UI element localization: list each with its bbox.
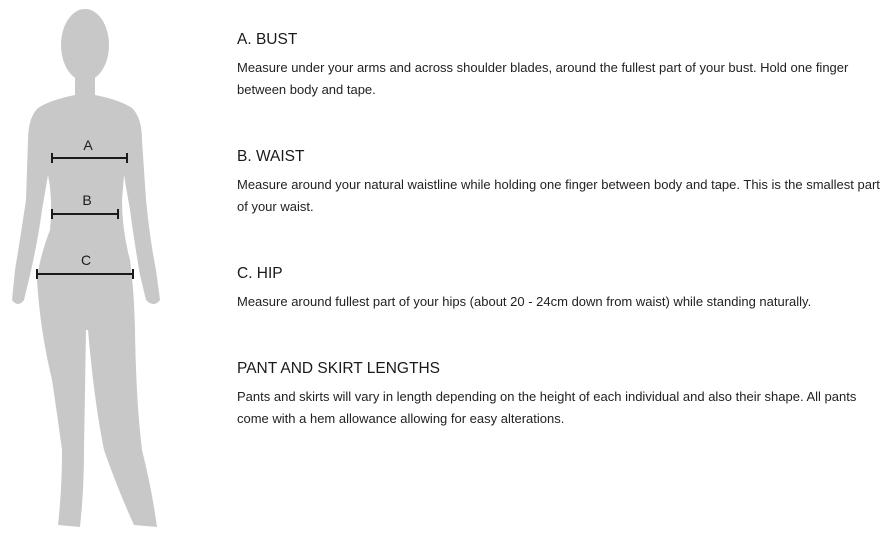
label-c: C [80, 252, 92, 268]
section-bust [237, 31, 882, 101]
section-title: C. HIP [237, 265, 283, 282]
section-title: A. BUST [237, 31, 298, 48]
section-waist [237, 148, 882, 218]
section-title: PANT AND SKIRT LENGTHS [237, 360, 440, 377]
section-hip [237, 265, 882, 313]
silhouette [12, 9, 160, 527]
section-text: Measure under your arms and across shoulder blades, around the fullest part of your bust. Hold one finger between body and tape. [237, 60, 849, 97]
section-text: Pants and skirts will vary in length depending on the height of each individual and also their shape. All pants come with a hem allowance allowing for easy alterations. [237, 389, 857, 426]
label-a: A [83, 137, 93, 153]
section-title: B. WAIST [237, 148, 305, 165]
section-pant-skirt-lengths [237, 360, 882, 430]
body-silhouette-diagram [0, 0, 170, 540]
section-text: Measure around your natural waistline while holding one finger between body and tape. This is the smallest part of your waist. [237, 177, 880, 214]
label-b: B [82, 192, 92, 208]
section-text: Measure around fullest part of your hips (about 20 - 24cm down from waist) while standing naturally. [237, 294, 812, 309]
